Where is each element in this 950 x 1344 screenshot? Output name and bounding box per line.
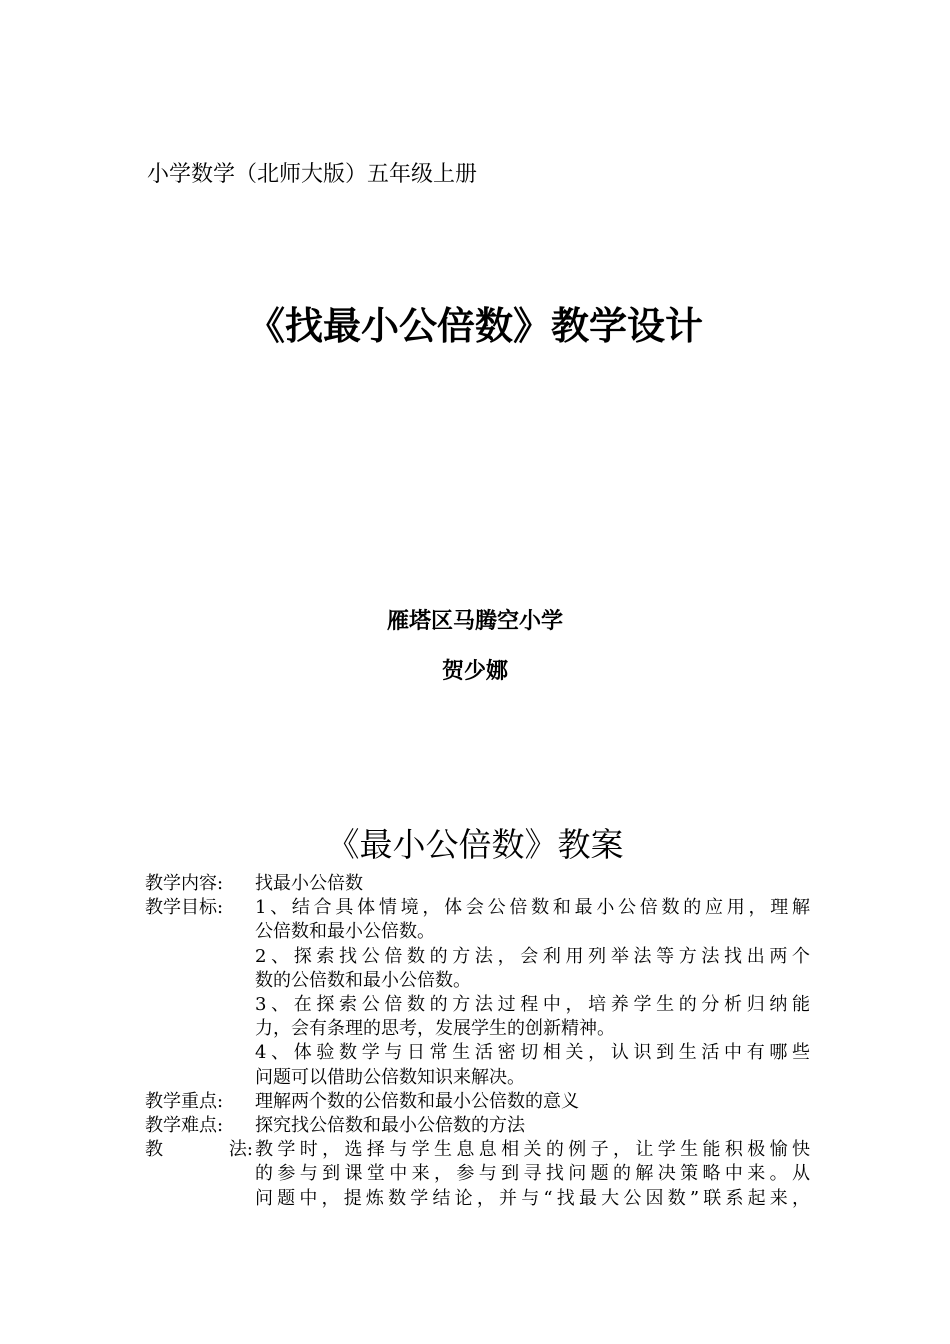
- key-point-text: 理解两个数的公倍数和最小公倍数的意义: [255, 1090, 579, 1112]
- objective-line: 力，会有条理的思考，发展学生的创新精神。: [255, 1018, 615, 1040]
- key-point-text-block: [255, 1090, 810, 1114]
- school-name: 雁塔区马腾空小学: [386, 609, 563, 634]
- method-line: 教学时，选择与学生息息相关的例子，让学生能积极愉快: [255, 1139, 810, 1161]
- teaching-objectives-list: [255, 896, 810, 1090]
- teaching-objectives-row: [145, 896, 810, 1090]
- lesson-plan-body: [145, 872, 810, 1211]
- difficulty-row: [145, 1114, 810, 1138]
- teaching-content-row: [145, 872, 810, 896]
- objective-line: 4、体验数学与日常生活密切相关，认识到生活中有哪些: [255, 1042, 810, 1064]
- key-point-row: [145, 1090, 810, 1114]
- teaching-objectives-label: 教学目标:: [145, 897, 224, 919]
- teaching-content-label: 教学内容:: [145, 873, 224, 894]
- difficulty-text-block: [255, 1114, 810, 1138]
- objective-line: 1、结合具体情境，体会公倍数和最小公倍数的应用，理解: [255, 897, 810, 919]
- key-point-label: 教学重点:: [145, 1090, 224, 1112]
- document-title: 《找最小公倍数》教学设计: [246, 304, 703, 348]
- objective-line: 问题可以借助公倍数知识来解决。: [255, 1066, 525, 1088]
- lesson-plan-title: 《最小公倍数》教案: [326, 825, 624, 864]
- objective-line: 公倍数和最小公倍数。: [255, 921, 435, 943]
- author-name: 贺少娜: [441, 659, 508, 684]
- objective-line: 2、探索找公倍数的方法，会利用列举法等方法找出两个: [255, 945, 810, 967]
- teaching-method-label: [145, 1138, 255, 1162]
- objective-line: 3、在探索公倍数的方法过程中，培养学生的分析归纳能: [255, 994, 810, 1016]
- difficulty-label: 教学难点:: [145, 1115, 224, 1137]
- teaching-method-text-block: [255, 1138, 810, 1211]
- method-line: 的参与到课堂中来，参与到寻找问题的解决策略中来。从: [255, 1163, 810, 1185]
- teaching-method-label-first: 教: [145, 1139, 163, 1161]
- teaching-method-row: [145, 1138, 810, 1211]
- teaching-method-label-second: 法:: [228, 1139, 253, 1161]
- teaching-content-text: 找最小公倍数: [255, 873, 363, 894]
- teaching-content-text-block: [255, 872, 810, 896]
- document-subtitle: 小学数学（北师大版）五年级上册: [147, 162, 478, 187]
- method-line: 问题中，提炼数学结论，并与“找最大公因数”联系起来，: [255, 1187, 810, 1209]
- difficulty-text: 探究找公倍数和最小公倍数的方法: [255, 1115, 525, 1137]
- objective-line: 数的公倍数和最小公倍数。: [255, 969, 471, 991]
